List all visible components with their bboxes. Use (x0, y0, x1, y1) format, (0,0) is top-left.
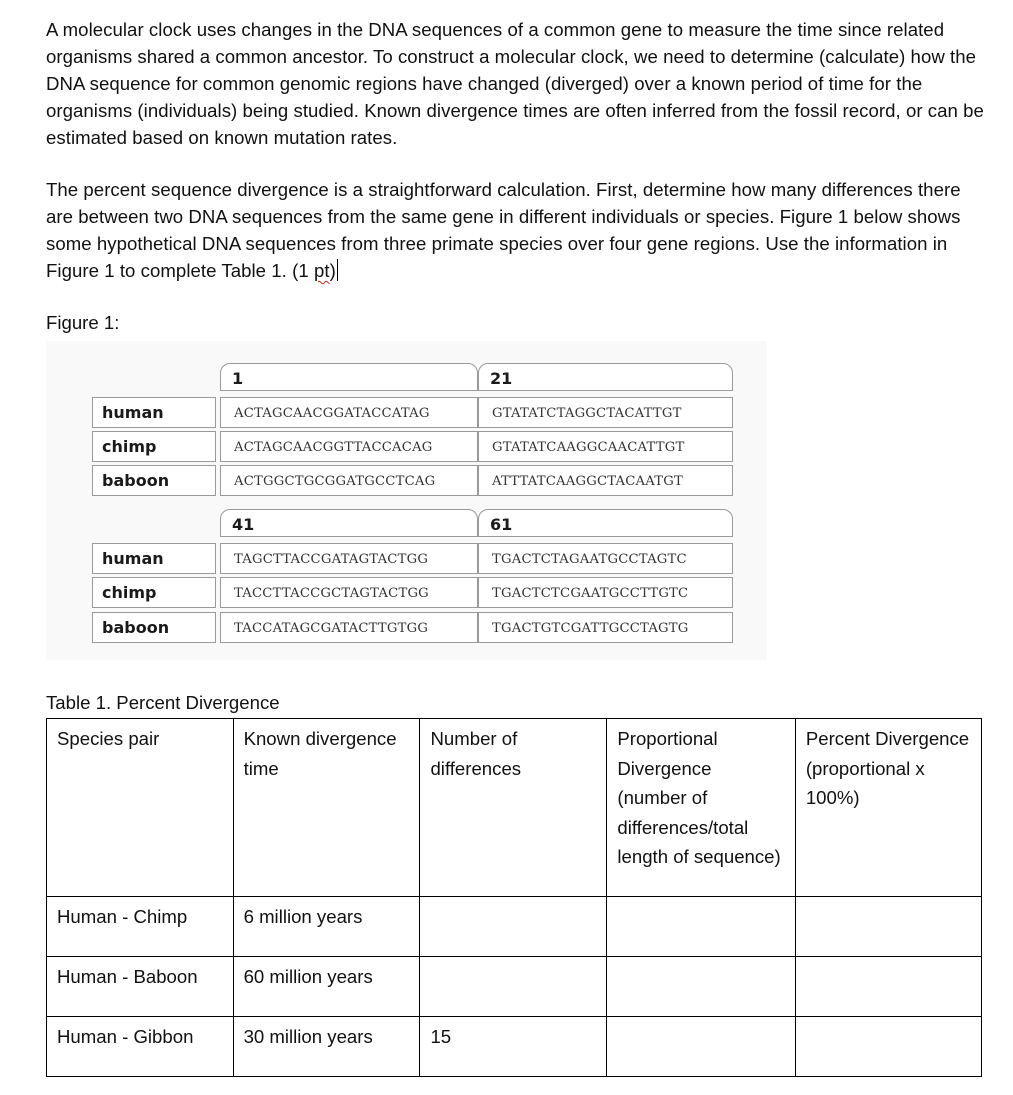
cell-percent-divergence[interactable] (795, 897, 981, 957)
sequence-cell: ACTAGCAACGGATACCATAG (220, 397, 478, 428)
instructions-paragraph (46, 176, 986, 284)
cell-species-pair: Human - Baboon (47, 957, 234, 1017)
cell-percent-divergence[interactable] (795, 957, 981, 1017)
position-header: 1 (220, 363, 478, 391)
header-number-of-differences: Number of differences (420, 719, 607, 897)
sequence-cell: GTATATCAAGGCAACATTGT (478, 431, 733, 462)
position-header: 61 (478, 509, 733, 537)
table-row (47, 897, 982, 957)
position-header: 21 (478, 363, 733, 391)
dna-sequence-figure (46, 341, 767, 660)
cell-number-of-differences[interactable] (420, 957, 607, 1017)
instructions-tail: ) (329, 260, 336, 281)
species-label-chimp: chimp (92, 431, 216, 462)
cell-proportional-divergence[interactable] (607, 957, 795, 1017)
cell-proportional-divergence[interactable] (607, 1017, 795, 1077)
sequence-cell: ACTAGCAACGGTTACCACAG (220, 431, 478, 462)
spellcheck-flagged-word[interactable]: pt (313, 260, 330, 281)
species-label-baboon: baboon (92, 612, 216, 643)
table-header-row (47, 719, 982, 897)
position-header: 41 (220, 509, 478, 537)
species-label-human: human (92, 543, 216, 574)
cell-proportional-divergence[interactable] (607, 897, 795, 957)
percent-divergence-table (46, 718, 982, 1077)
sequence-cell: ATTTATCAAGGCTACAATGT (478, 465, 733, 496)
sequence-cell: GTATATCTAGGCTACATTGT (478, 397, 733, 428)
cell-number-of-differences[interactable] (420, 897, 607, 957)
species-label-human: human (92, 397, 216, 428)
header-percent-divergence: Percent Divergence (proportional x 100%) (795, 719, 981, 897)
sequence-cell: TGACTGTCGATTGCCTAGTG (478, 612, 733, 643)
sequence-cell: TACCATAGCGATACTTGTGG (220, 612, 478, 643)
cell-percent-divergence[interactable] (795, 1017, 981, 1077)
cell-species-pair: Human - Gibbon (47, 1017, 234, 1077)
species-label-chimp: chimp (92, 577, 216, 608)
header-species-pair: Species pair (47, 719, 234, 897)
sequence-cell: TGACTCTAGAATGCCTAGTC (478, 543, 733, 574)
cell-divergence-time: 6 million years (233, 897, 420, 957)
figure-label: Figure 1: (46, 312, 120, 333)
header-proportional-divergence: Proportional Divergence (number of differences/total length of sequence) (607, 719, 795, 897)
intro-paragraph: A molecular clock uses changes in the DNA sequences of a common gene to measure the time since related organisms shared a common ancestor. To construct a molecular clock, we need to determine (calculate) how the DNA sequence for common genomic regions have changed (diverged) over a known period of time for the organisms (individuals) being studied. Known divergence times are often inferred from the fossil record, or can be estimated based on known mutation rates. (46, 19, 984, 148)
text-cursor (337, 259, 338, 281)
cell-divergence-time: 30 million years (233, 1017, 420, 1077)
species-label-baboon: baboon (92, 465, 216, 496)
table-row (47, 1017, 982, 1077)
instructions-text: The percent sequence divergence is a straightforward calculation. First, determine how many differences there are between two DNA sequences from the same gene in different individuals or species. Figure 1 below shows some hypothetical DNA sequences from three primate species over four gene regions. Use the information in Figure 1 to complete Table 1. (1 (46, 179, 961, 281)
sequence-cell: TGACTCTCGAATGCCTTGTC (478, 577, 733, 608)
sequence-cell: ACTGGCTGCGGATGCCTCAG (220, 465, 478, 496)
cell-divergence-time: 60 million years (233, 957, 420, 1017)
cell-number-of-differences[interactable]: 15 (420, 1017, 607, 1077)
sequence-cell: TACCTTACCGCTAGTACTGG (220, 577, 478, 608)
header-divergence-time: Known divergence time (233, 719, 420, 897)
table-row (47, 957, 982, 1017)
table-caption: Table 1. Percent Divergence (46, 692, 280, 713)
sequence-cell: TAGCTTACCGATAGTACTGG (220, 543, 478, 574)
cell-species-pair: Human - Chimp (47, 897, 234, 957)
